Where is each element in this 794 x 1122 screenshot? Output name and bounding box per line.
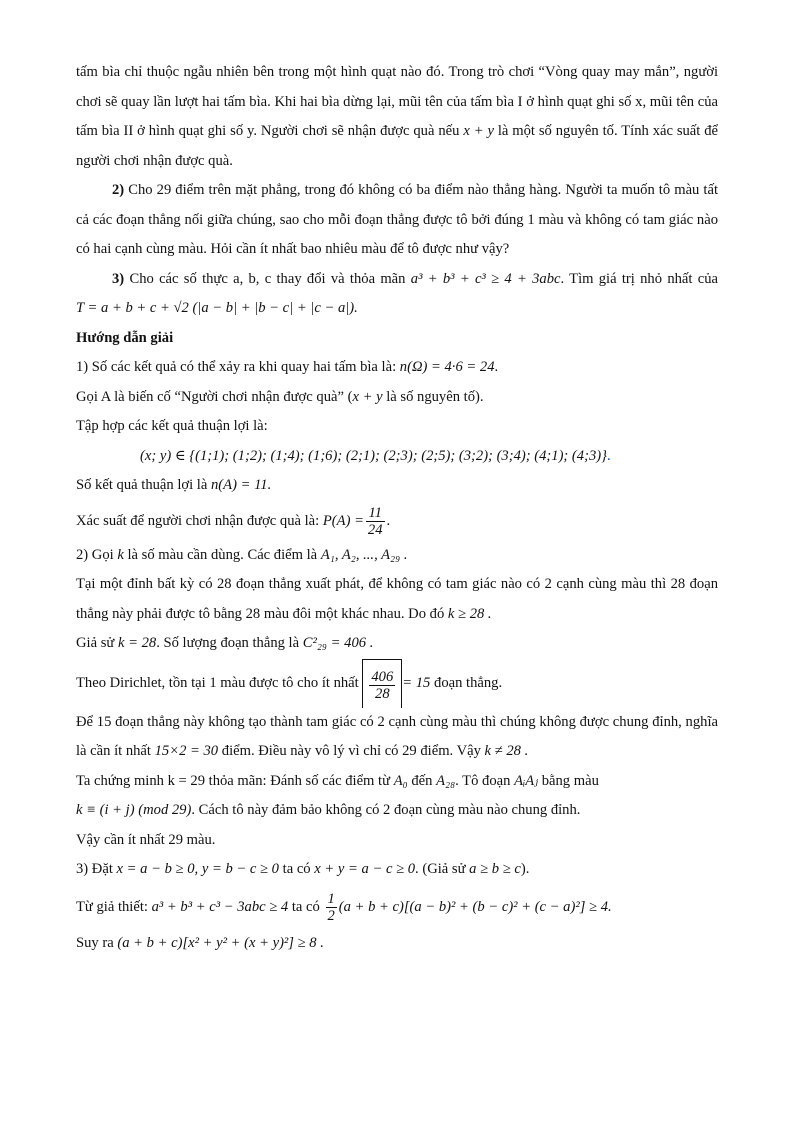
dirichlet-fraction: [369, 669, 395, 702]
solution-3-text-b-b: ta có: [291, 898, 320, 915]
solution-3-line-a: [76, 855, 718, 885]
sample-space-count: n(Ω) = 4·6 = 24: [399, 359, 495, 375]
fraction-numerator: 406: [371, 668, 394, 685]
dirichlet-result: = 15: [402, 674, 431, 691]
solution-3-text-a-d: ).: [520, 861, 530, 877]
solution-2-text-b: Tại một đỉnh bất kỳ có 28 đoạn thẳng xuất phát, để không có tam giác nào có 2 cạnh cùng màu thì 28 đoạn thẳng này phải được tô bằng 28 màu đôi một khác nhau. Do đó: [76, 576, 718, 622]
solution-2-line-h: Vậy cần ít nhất 29 màu.: [76, 831, 216, 848]
set-period: .: [606, 447, 611, 464]
solution-2-line-a: [76, 541, 718, 571]
ceiling-fraction: [362, 659, 402, 708]
solution-2-text-g: . Cách tô này đảm bảo không có 2 đoạn cùng màu nào chung đỉnh.: [191, 802, 581, 818]
sum-xy: x + y = a − c ≥ 0: [314, 861, 416, 877]
color-count-var: k: [117, 546, 124, 563]
document-page: [76, 58, 718, 958]
intro-math: x + y: [463, 123, 494, 139]
derived-inequality: (a + b + c)[x² + y² + (x + y)²] ≥ 8 .: [117, 934, 324, 951]
problem-2-number: 2): [112, 182, 125, 198]
problem-3-condition: a³ + b³ + c³ ≥ 4 + 3abc: [410, 270, 561, 287]
problem-2-text: Cho 29 điểm trên mặt phẳng, trong đó không có ba điểm nào thẳng hàng. Người ta muốn tô màu tất cả các đoạn thẳng nối giữa chúng, sao cho mỗi đoạn thẳng được tô bởi đúng 1 màu và không có tam giác nào có hai cạnh cùng màu. Hỏi cần ít nhất bao nhiêu màu để tô được như vậy?: [76, 182, 719, 257]
solution-3-line-c: [76, 929, 718, 959]
solution-2-line-d: [76, 659, 718, 708]
segment-aiaj: AᵢAⱼ: [514, 772, 539, 789]
solution-3-text-a: 3) Đặt: [76, 861, 113, 877]
fraction-denominator: 24: [367, 521, 383, 538]
fraction-numerator: 11: [366, 505, 385, 522]
solution-2-text-c: Giả sử: [76, 635, 115, 651]
solution-2-line-g: [76, 796, 718, 826]
point-a0: A₀: [393, 772, 408, 789]
solution-1-line-e: Xác suất để người chơi nhận được quà là: P(A) = $\frac{11}{24}$ .: [76, 504, 391, 538]
fraction-denominator: 28: [375, 685, 390, 702]
half-fraction: [326, 891, 337, 924]
solution-2-text-f-c: . Tô đoạn: [455, 772, 511, 789]
intro-text: tấm bìa chỉ thuộc ngẫu nhiên bên trong một hình quạt nào đó. Trong trò chơi “Vòng quay may mắn”, người chơi sẽ quay lần lượt hai tấm bìa. Khi hai bìa dừng lại, mũi tên của tấm bìa I ở hình quạt ghi số x, mũi tên của tấm bìa II ở hình quạt ghi số y. Người chơi sẽ nhận được quà nếu: [76, 64, 718, 139]
point-a28: A₂₈: [436, 772, 456, 789]
solution-3-text-c: Suy ra: [76, 934, 114, 951]
solution-3-text-a-b: ta có: [282, 861, 311, 877]
coloring-rule: k ≡ (i + j) (mod 29): [76, 802, 192, 818]
problem-3-expression: T = a + b + c + √2 (|a − b| + |b − c| + |c − a|).: [76, 300, 358, 316]
solution-2-text-f-b: đến: [411, 772, 433, 789]
def-x: x = a − b ≥ 0,: [116, 861, 199, 877]
segment-count: C²₂₉ = 406 .: [302, 635, 374, 651]
assume-k: k = 28: [117, 635, 157, 651]
solution-2-text-e-b: điểm. Điều này vô lý vì chỉ có 29 điểm. Vậy: [221, 743, 481, 759]
order-assumption: a ≥ b ≥ c: [469, 861, 521, 877]
lower-bound: k ≥ 28 .: [447, 605, 492, 622]
solution-2-line-b: [76, 570, 718, 629]
problem-intro: [76, 58, 718, 176]
solution-1-text-a: 1) Số các kết quả có thể xảy ra khi quay hai tấm bìa là:: [76, 359, 397, 375]
problem-3-text: Cho các số thực a, b, c thay đổi và thỏa mãn: [129, 270, 406, 287]
problem-3-number: 3): [112, 270, 125, 287]
identity-inequality: (a + b + c)[(a − b)² + (b − c)² + (c − a)²] ≥ 4.: [338, 898, 612, 915]
outcome-set-math: (x; y) ∈ {(1;1); (1;2); (1;4); (1;6); (2;1); (2;3); (2;5); (3;2); (3;4); (4;1); (4;3)}: [140, 447, 607, 464]
solution-2-text-e: Để 15 đoạn thẳng này không tạo thành tam giác có 2 cạnh cùng màu thì chúng không được chung đỉnh, nghĩa là cần ít nhất: [76, 713, 718, 759]
problem-3-text-b: . Tìm giá trị nhỏ nhất của: [560, 270, 718, 287]
solution-2-text-a-b: là số màu cần dùng. Các điểm là: [127, 546, 318, 563]
problem-2: [76, 176, 718, 265]
solution-1-text-e: Xác suất để người chơi nhận được quà là:: [76, 512, 320, 529]
solution-2-line-f: [76, 767, 718, 797]
solution-1-line-c: Tập hợp các kết quả thuận lợi là:: [76, 418, 268, 434]
favorable-outcomes-set: [76, 442, 718, 472]
solution-1-line-b: [76, 383, 718, 413]
problem-3: [76, 265, 718, 324]
solution-3-line-b: [76, 885, 718, 929]
solution-1-math-b: x + y: [352, 388, 383, 405]
k-not-28: k ≠ 28 .: [484, 743, 529, 759]
solution-3-text-b: Từ giả thiết:: [76, 898, 148, 915]
solution-2-text-d: Theo Dirichlet, tồn tại 1 màu được tô cho ít nhất: [76, 674, 359, 691]
solution-2-text-f: Ta chứng minh k = 29 thỏa mãn: Đánh số các điểm từ: [76, 772, 391, 789]
points-needed: 15×2 = 30: [154, 743, 219, 759]
solution-2-text-a: 2) Gọi: [76, 546, 114, 563]
points-list: A₁, A₂, ..., A₂₉ .: [320, 546, 408, 563]
solution-1-text-b-end: là số nguyên tố).: [386, 388, 484, 405]
fraction-numerator: 1: [327, 890, 335, 907]
solution-3-text-a-c: . (Giả sử: [415, 861, 466, 877]
solution-2-line-e: [76, 708, 718, 767]
probability-fraction: [366, 505, 385, 538]
solution-heading: Hướng dẫn giải: [76, 329, 174, 346]
solution-1-line-a: 1) Số các kết quả có thể xảy ra khi quay hai tấm bìa là: n(Ω) = 4·6 = 24.: [76, 359, 499, 375]
intro-text-end: là một số nguyên tố. Tính xác suất để người chơi nhận được quà.: [76, 123, 719, 169]
solution-2-text-d-end: đoạn thẳng.: [434, 674, 503, 691]
solution-1-line-d: [76, 471, 718, 501]
hypothesis: a³ + b³ + c³ − 3abc ≥ 4: [151, 898, 289, 915]
solution-1-text-d: Số kết quả thuận lợi là: [76, 477, 208, 493]
solution-2-line-c: [76, 629, 718, 659]
probability-lhs: P(A) =: [322, 512, 364, 529]
favorable-count: n(A) = 11.: [211, 477, 272, 493]
fraction-denominator: 2: [327, 907, 335, 924]
solution-1-text-b: Gọi A là biến cố “Người chơi nhận được quà” (: [76, 388, 353, 405]
solution-2-text-c-b: . Số lượng đoạn thẳng là: [156, 635, 300, 651]
def-y: y = b − c ≥ 0: [201, 861, 279, 877]
solution-2-text-f-d: bằng màu: [541, 772, 599, 789]
